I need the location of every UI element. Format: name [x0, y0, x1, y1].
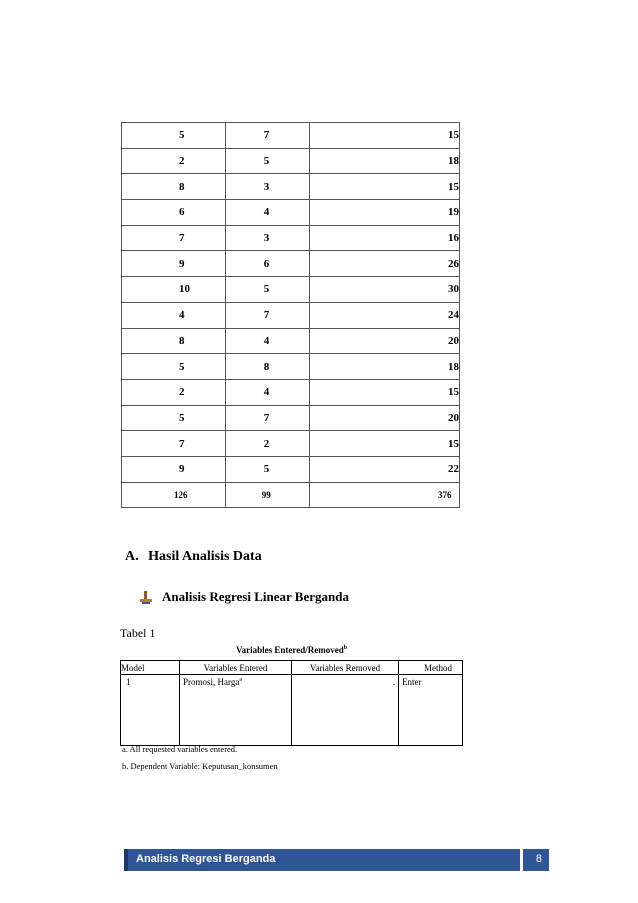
page-footer: [124, 849, 549, 871]
table-cell: 26: [310, 251, 460, 277]
table-cell: 30: [310, 277, 460, 303]
subsection-title: Analisis Regresi Linear Berganda: [162, 589, 349, 604]
table-cell: 99: [225, 482, 309, 508]
header-model: Model: [121, 661, 180, 675]
table-cell: 7: [122, 431, 226, 457]
table-cell: 10: [122, 277, 226, 303]
table-cell: 6: [225, 251, 309, 277]
table-cell: 15: [310, 174, 460, 200]
table-row: [122, 123, 460, 149]
cell-model: 1: [121, 675, 180, 746]
table-row: [122, 148, 460, 174]
table-cell: 5: [225, 456, 309, 482]
table-cell: 15: [310, 123, 460, 149]
table-row: [122, 225, 460, 251]
header-variables-removed: Variables Removed: [292, 661, 399, 675]
table-cell: 4: [225, 379, 309, 405]
header-variables-entered: Variables Entered: [180, 661, 292, 675]
table-cell: 16: [310, 225, 460, 251]
table-cell: 18: [310, 354, 460, 380]
table-row: [122, 277, 460, 303]
section-heading: [125, 549, 262, 565]
table-cell: 5: [122, 123, 226, 149]
table-row: [122, 431, 460, 457]
table-cell: 2: [225, 431, 309, 457]
data-table: [121, 122, 460, 508]
spss-table-title: Variables Entered/Removed$^b$: [235, 645, 348, 655]
table-row: [122, 251, 460, 277]
table-cell: 15: [310, 431, 460, 457]
table-cell: 18: [310, 148, 460, 174]
table-cell: 7: [225, 302, 309, 328]
table-row: [122, 379, 460, 405]
table-row: [122, 405, 460, 431]
table-cell: 8: [225, 354, 309, 380]
section-title: Hasil Analisis Data: [148, 549, 262, 564]
table-cell: 6: [122, 200, 226, 226]
table-cell: 4: [225, 200, 309, 226]
table-row: [122, 328, 460, 354]
section-number: A.: [125, 549, 139, 564]
table-cell: 7: [122, 225, 226, 251]
table-cell: 20: [310, 328, 460, 354]
cell-method: Enter: [399, 675, 463, 746]
table-cell: 3: [225, 225, 309, 251]
cell-variables-removed: .: [292, 675, 399, 746]
table-cell: 126: [122, 482, 226, 508]
table-cell: 22: [310, 456, 460, 482]
table-cell: 7: [225, 123, 309, 149]
table-cell: 3: [225, 174, 309, 200]
table-row: [122, 354, 460, 380]
cell-variables-entered: Promosi, Harga$^a$: [180, 675, 292, 746]
table-cell: 19: [310, 200, 460, 226]
table-row: [122, 302, 460, 328]
table-row: [122, 174, 460, 200]
table-cell: 20: [310, 405, 460, 431]
table-cell: 4: [122, 302, 226, 328]
table-cell: 8: [122, 174, 226, 200]
table-cell: 8: [122, 328, 226, 354]
table-cell: 2: [122, 148, 226, 174]
spss-table: [120, 660, 463, 746]
table-cell: 5: [122, 354, 226, 380]
table-cell: 5: [225, 277, 309, 303]
page-number: 8: [535, 853, 542, 865]
header-method: Method: [399, 661, 463, 675]
footnote-a: a. All requested variables entered.: [122, 744, 238, 754]
table-label: Tabel 1: [120, 626, 156, 640]
subsection-heading: [140, 589, 349, 605]
table-cell: 376: [310, 482, 460, 508]
table-cell: 15: [310, 379, 460, 405]
footnote-b: b. Dependent Variable: Keputusan_konsumen: [122, 761, 278, 771]
table-cell: 7: [225, 405, 309, 431]
table-cell: 24: [310, 302, 460, 328]
table-row: [122, 456, 460, 482]
table-row: [122, 200, 460, 226]
table-cell: 2: [122, 379, 226, 405]
table-cell: 9: [122, 456, 226, 482]
table-row: [122, 482, 460, 508]
table-cell: 5: [225, 148, 309, 174]
bullet-icon: [140, 591, 152, 604]
table-cell: 4: [225, 328, 309, 354]
table-cell: 9: [122, 251, 226, 277]
footer-title: Analisis Regresi Berganda: [136, 853, 276, 865]
table-cell: 5: [122, 405, 226, 431]
table-row: [121, 675, 463, 746]
